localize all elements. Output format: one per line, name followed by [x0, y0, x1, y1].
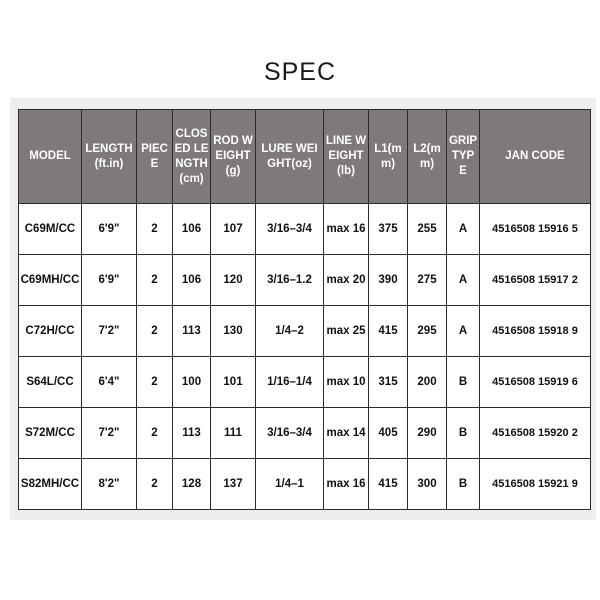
cell-rod-weight: 130 — [211, 306, 256, 357]
spec-table — [18, 109, 591, 510]
cell-length: 6'4" — [82, 357, 137, 408]
column-header-lure-weight: LURE WEIGHT(oz) — [256, 110, 324, 204]
cell-grip-type: B — [447, 459, 480, 510]
cell-l1: 315 — [369, 357, 408, 408]
cell-l2: 255 — [408, 204, 447, 255]
cell-length: 7'2" — [82, 408, 137, 459]
cell-rod-weight: 137 — [211, 459, 256, 510]
cell-closed-length: 113 — [173, 408, 211, 459]
cell-jan-code: 4516508 15919 6 — [480, 357, 591, 408]
cell-l1: 405 — [369, 408, 408, 459]
column-header-piece: PIECE — [137, 110, 173, 204]
cell-line-weight: max 16 — [324, 204, 369, 255]
column-header-length: LENGTH(ft.in) — [82, 110, 137, 204]
cell-grip-type: A — [447, 255, 480, 306]
table-row — [19, 306, 591, 357]
cell-length: 6'9" — [82, 255, 137, 306]
table-row — [19, 204, 591, 255]
cell-rod-weight: 101 — [211, 357, 256, 408]
cell-closed-length: 128 — [173, 459, 211, 510]
cell-l2: 200 — [408, 357, 447, 408]
cell-jan-code: 4516508 15917 2 — [480, 255, 591, 306]
cell-l1: 375 — [369, 204, 408, 255]
table-row — [19, 255, 591, 306]
cell-l2: 275 — [408, 255, 447, 306]
cell-model: S82MH/CC — [19, 459, 82, 510]
cell-lure-weight: 1/16–1/4 — [256, 357, 324, 408]
cell-line-weight: max 10 — [324, 357, 369, 408]
cell-length: 6'9" — [82, 204, 137, 255]
cell-piece: 2 — [137, 204, 173, 255]
column-header-l2: L2(mm) — [408, 110, 447, 204]
cell-jan-code: 4516508 15918 9 — [480, 306, 591, 357]
cell-model: C72H/CC — [19, 306, 82, 357]
cell-line-weight: max 14 — [324, 408, 369, 459]
header-row — [19, 110, 591, 204]
cell-rod-weight: 107 — [211, 204, 256, 255]
cell-closed-length: 113 — [173, 306, 211, 357]
cell-piece: 2 — [137, 408, 173, 459]
column-header-closed-length: CLOSED LENGTH (cm) — [173, 110, 211, 204]
cell-l1: 390 — [369, 255, 408, 306]
column-header-line-weight: LINE WEIGHT(lb) — [324, 110, 369, 204]
cell-model: C69MH/CC — [19, 255, 82, 306]
cell-line-weight: max 16 — [324, 459, 369, 510]
cell-piece: 2 — [137, 306, 173, 357]
cell-lure-weight: 3/16–1.2 — [256, 255, 324, 306]
cell-length: 8'2" — [82, 459, 137, 510]
column-header-l1: L1(mm) — [369, 110, 408, 204]
cell-l1: 415 — [369, 306, 408, 357]
cell-length: 7'2" — [82, 306, 137, 357]
cell-grip-type: A — [447, 204, 480, 255]
cell-l2: 300 — [408, 459, 447, 510]
cell-line-weight: max 20 — [324, 255, 369, 306]
cell-lure-weight: 3/16–3/4 — [256, 204, 324, 255]
cell-model: S64L/CC — [19, 357, 82, 408]
page-title: SPEC — [263, 58, 337, 86]
cell-rod-weight: 111 — [211, 408, 256, 459]
cell-closed-length: 100 — [173, 357, 211, 408]
column-header-jan-code: JAN CODE — [480, 110, 591, 204]
table-row — [19, 459, 591, 510]
table-row — [19, 357, 591, 408]
cell-l2: 295 — [408, 306, 447, 357]
column-header-rod-weight: ROD WEIGHT(g) — [211, 110, 256, 204]
cell-closed-length: 106 — [173, 204, 211, 255]
cell-jan-code: 4516508 15916 5 — [480, 204, 591, 255]
cell-model: S72M/CC — [19, 408, 82, 459]
cell-piece: 2 — [137, 357, 173, 408]
column-header-model: MODEL — [19, 110, 82, 204]
cell-closed-length: 106 — [173, 255, 211, 306]
cell-model: C69M/CC — [19, 204, 82, 255]
cell-lure-weight: 3/16–3/4 — [256, 408, 324, 459]
cell-jan-code: 4516508 15921 9 — [480, 459, 591, 510]
cell-line-weight: max 25 — [324, 306, 369, 357]
table-row — [19, 408, 591, 459]
cell-grip-type: B — [447, 408, 480, 459]
cell-lure-weight: 1/4–2 — [256, 306, 324, 357]
column-header-grip-type: GRIP TYPE — [447, 110, 480, 204]
cell-grip-type: B — [447, 357, 480, 408]
cell-piece: 2 — [137, 255, 173, 306]
cell-lure-weight: 1/4–1 — [256, 459, 324, 510]
cell-l1: 415 — [369, 459, 408, 510]
cell-rod-weight: 120 — [211, 255, 256, 306]
cell-grip-type: A — [447, 306, 480, 357]
cell-l2: 290 — [408, 408, 447, 459]
cell-piece: 2 — [137, 459, 173, 510]
cell-jan-code: 4516508 15920 2 — [480, 408, 591, 459]
